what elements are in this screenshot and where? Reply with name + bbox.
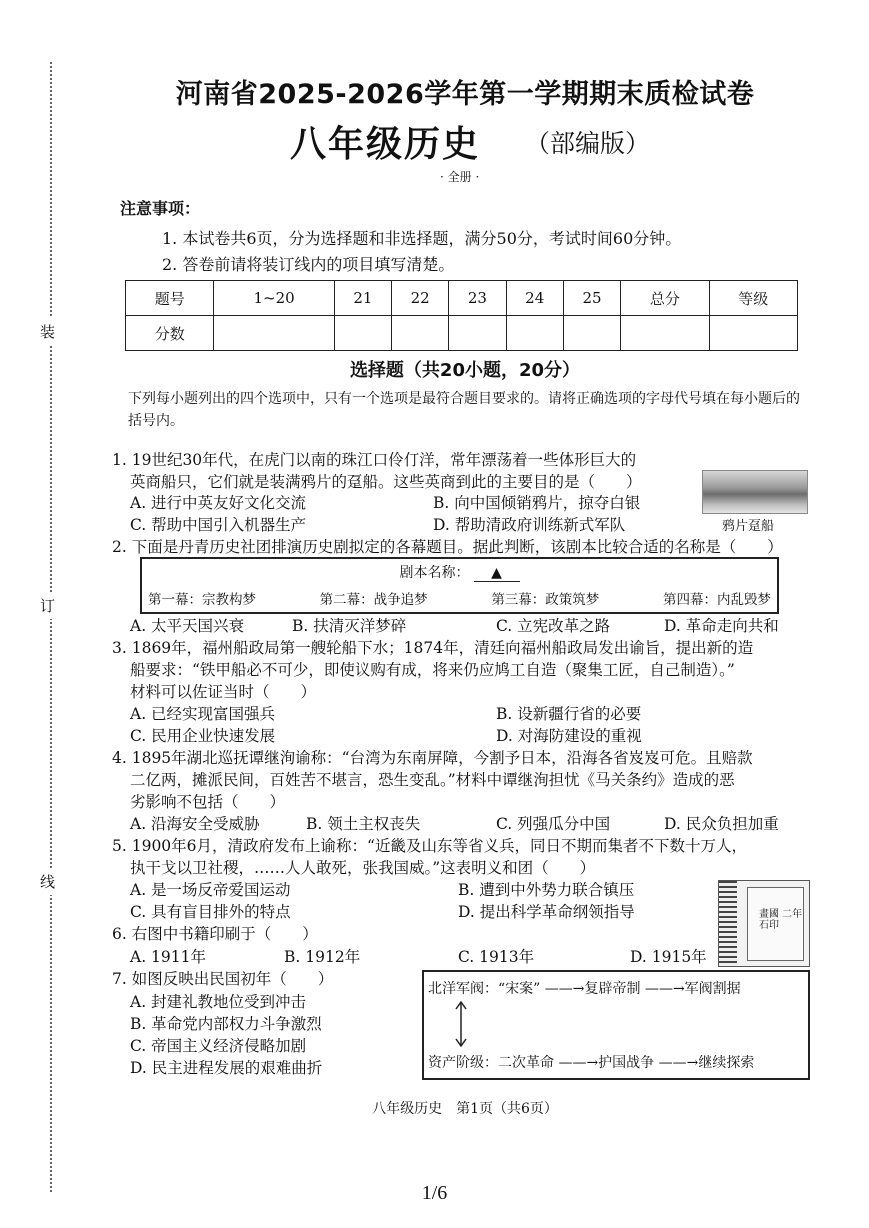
option-a[interactable]: A. 已经实现富国强兵	[130, 705, 276, 723]
book-image	[718, 880, 810, 967]
binding-dotted-line	[50, 62, 52, 1192]
option-c[interactable]: C. 立宪改革之路	[496, 617, 611, 635]
option-b[interactable]: B. 革命党内部权力斗争激烈	[130, 1015, 322, 1033]
notice-item: 2. 答卷前请将装订线内的项目填写清楚。	[162, 255, 455, 274]
script-name-row	[142, 562, 777, 582]
option-a[interactable]: A. 太平天国兴衰	[130, 617, 245, 635]
option-a[interactable]: A. 进行中英友好文化交流	[130, 494, 307, 512]
blank-triangle: ▲	[474, 565, 520, 582]
option-a[interactable]: A. 1911年	[130, 948, 206, 966]
question-1-stem: 1. 19世纪30年代，在虎门以南的珠江口伶仃洋，常年漂荡着一些体形巨大的	[112, 451, 637, 469]
page-footer: 八年级历史 第1页（共6页）	[372, 1101, 558, 1117]
option-b[interactable]: B. 向中国倾销鸦片，掠夺白银	[433, 494, 641, 512]
act-item: 第三幕：政策筑梦	[491, 592, 600, 608]
option-c[interactable]: C. 帮助中国引入机器生产	[130, 516, 307, 534]
option-b[interactable]: B. 扶清灭洋梦碎	[292, 617, 407, 635]
diagram-row-bourgeoisie: 资产阶级：二次革命 ——→护国战争 ——→继续探索	[428, 1055, 755, 1071]
table-cell: 23	[449, 281, 506, 316]
opium-ship-photo	[702, 470, 808, 514]
question-4-stem: 4. 1895年湖北巡抚谭继洵谕称：“台湾为东南屏障，今割予日本，沿海各省岌岌可危。且赔款	[112, 749, 753, 767]
act-item: 第一幕：宗教构梦	[148, 592, 256, 608]
table-cell: 1~20	[214, 281, 334, 316]
photo-caption: 鸦片趸船	[722, 519, 775, 534]
score-entry-cell[interactable]	[392, 316, 449, 351]
score-entry-cell[interactable]	[563, 316, 620, 351]
acts-row	[148, 588, 771, 608]
option-b[interactable]: B. 遭到中外势力联合镇压	[458, 881, 635, 899]
option-a[interactable]: A. 封建礼教地位受到冲击	[130, 993, 307, 1011]
table-cell: 分数	[126, 316, 214, 351]
score-table-header-row	[126, 281, 798, 316]
option-d[interactable]: D. 1915年	[630, 948, 707, 966]
option-a[interactable]: A. 沿海安全受威胁	[130, 815, 260, 833]
double-arrow-icon	[454, 1000, 468, 1048]
exam-title: 河南省2025-2026学年第一学期期末质检试卷	[175, 79, 755, 110]
question-3-stem: 3. 1869年，福州船政局第一艘轮船下水；1874年，清廷向福州船政局发出谕旨，提出新的造	[112, 639, 754, 657]
table-cell: 21	[334, 281, 391, 316]
script-name-label: 剧本名称：	[399, 565, 470, 581]
score-entry-cell[interactable]	[709, 316, 797, 351]
page-number: 1/6	[421, 1182, 448, 1204]
subject-title: 八年级历史	[290, 123, 481, 165]
notice-item: 1. 本试卷共6页，分为选择题和非选择题，满分50分，考试时间60分钟。	[162, 229, 682, 248]
question-4-stem: 二亿两，摊派民间，百姓苦不堪言，恐生变乱。”材料中谭继洵担忧《马关条约》造成的恶	[130, 771, 735, 789]
score-entry-cell[interactable]	[506, 316, 563, 351]
table-cell: 22	[392, 281, 449, 316]
option-d[interactable]: D. 民主进程发展的艰难曲折	[130, 1059, 323, 1077]
question-5-stem: 5. 1900年6月，清政府发布上谕称：“近畿及山东等省义兵，同日不期而集者不下数十万人，	[112, 837, 747, 855]
question-1-stem: 英商船只，它们就是装满鸦片的趸船。这些英商到此的主要目的是（ ）	[130, 473, 642, 491]
option-b[interactable]: B. 领土主权丧失	[306, 815, 421, 833]
question-2-stem: 2. 下面是丹青历史社团排演历史剧拟定的各幕题目。据此判断，该剧本比较合适的名称是（ ）	[112, 538, 783, 556]
notice-title: 注意事项：	[120, 199, 201, 218]
edition-label: （部编版）	[525, 129, 651, 158]
question-5-stem: 执干戈以卫社稷，……人人敢死，张我国威。”这表明义和团（ ）	[130, 859, 596, 877]
option-c[interactable]: C. 帝国主义经济侵略加剧	[130, 1037, 307, 1055]
table-cell: 总分	[621, 281, 709, 316]
option-b[interactable]: B. 设新疆行省的必要	[496, 705, 642, 723]
option-c[interactable]: C. 1913年	[458, 948, 535, 966]
option-d[interactable]: D. 帮助清政府训练新式军队	[433, 516, 626, 534]
binding-char-xian: 线	[40, 868, 55, 895]
book-cover-text: 畫國 二年 石印	[759, 909, 803, 931]
option-c[interactable]: C. 民用企业快速发展	[130, 727, 276, 745]
question-6-stem: 6. 右图中书籍印刷于（ ）	[112, 925, 318, 943]
table-cell: 题号	[126, 281, 214, 316]
option-d[interactable]: D. 革命走向共和	[664, 617, 779, 635]
section-instruction: 下列每小题列出的四个选项中，只有一个选项是最符合题目要求的。请将正确选项的字母代号填在每小题后的括号内。	[128, 391, 800, 429]
score-entry-cell[interactable]	[334, 316, 391, 351]
option-a[interactable]: A. 是一场反帝爱国运动	[130, 881, 291, 899]
score-entry-cell[interactable]	[214, 316, 334, 351]
score-table-score-row	[126, 316, 798, 351]
book-spine	[719, 881, 737, 966]
option-c[interactable]: C. 具有盲目排外的特点	[130, 903, 291, 921]
table-cell: 24	[506, 281, 563, 316]
section-title: 选择题（共20小题，20分）	[349, 360, 581, 381]
binding-char-ding: 订	[40, 592, 55, 619]
score-entry-cell[interactable]	[621, 316, 709, 351]
option-d[interactable]: D. 民众负担加重	[664, 815, 779, 833]
table-cell: 25	[563, 281, 620, 316]
act-item: 第二幕：战争追梦	[319, 592, 428, 608]
table-cell: 等级	[709, 281, 797, 316]
option-b[interactable]: B. 1912年	[284, 948, 361, 966]
score-table	[125, 280, 798, 351]
question-4-stem: 劣影响不包括（ ）	[130, 793, 286, 811]
volume-label: · 全册 ·	[440, 170, 480, 184]
diagram-row-warlords: 北洋军阀：“宋案” ——→复辟帝制 ——→军阀割据	[428, 981, 741, 997]
score-entry-cell[interactable]	[449, 316, 506, 351]
history-flow-diagram	[422, 970, 810, 1080]
binding-char-zhuang: 装	[40, 318, 55, 345]
question-3-stem: 材料可以佐证当时（ ）	[130, 683, 317, 701]
question-7-stem: 7. 如图反映出民国初年（ ）	[112, 970, 334, 988]
option-d[interactable]: D. 提出科学革命纲领指导	[458, 903, 635, 921]
act-item: 第四幕：内乱毁梦	[662, 592, 771, 608]
question-3-stem: 船要求：“铁甲船必不可少，即使议购有成，将来仍应鸠工自造（聚集工匠，自己制造）。”	[130, 661, 735, 679]
option-c[interactable]: C. 列强瓜分中国	[496, 815, 611, 833]
script-box	[140, 557, 779, 614]
option-d[interactable]: D. 对海防建设的重视	[496, 727, 642, 745]
